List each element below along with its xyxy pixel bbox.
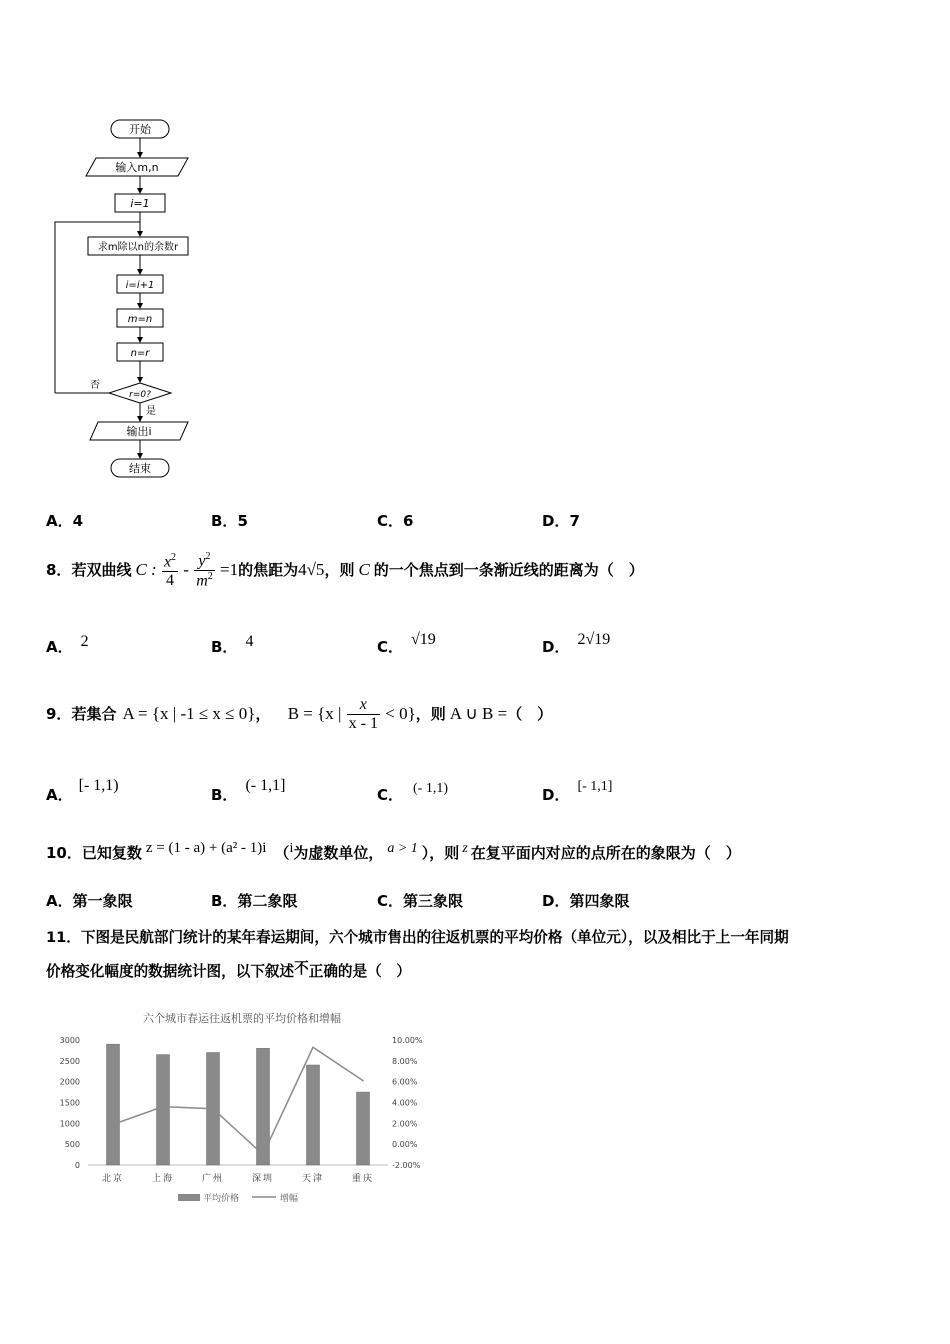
x-tick-label: 北京 bbox=[101, 1174, 125, 1184]
question-10: 10．已知复数 z = (1 - a) + (a² - 1)i （i为虚数单位， a > 1 ），则 z 在复平面内对应的点所在的象限为（ ） bbox=[46, 840, 741, 862]
question-11-line1: 11．下图是民航部门统计的某年春运期间，六个城市售出的往返机票的平均价格（单位元），以及相比于上一年同期 bbox=[46, 929, 789, 946]
flow-no-label: 否 bbox=[90, 380, 100, 391]
q9-option-c[interactable]: C． (- 1,1) bbox=[377, 781, 449, 804]
q9-option-a[interactable]: A．[- 1,1) bbox=[46, 777, 119, 804]
x-tick-label: 天津 bbox=[301, 1174, 325, 1184]
q7-option-d[interactable]: D．7 bbox=[542, 512, 580, 530]
question-8: 8．若双曲线 C : $\frac{x^2}{4}$ - $\frac{y^2}{m^2}$ =1的焦距为4√5，则 C 的一个焦点到一条渐近线的距离为（ ） bbox=[46, 551, 644, 590]
left-axis-tick: 3000 bbox=[59, 1036, 80, 1045]
flowchart bbox=[40, 112, 220, 482]
q9-option-b[interactable]: B．(- 1,1] bbox=[211, 777, 286, 804]
bar-天津 bbox=[307, 1065, 320, 1165]
q7-option-a[interactable]: A．4 bbox=[46, 512, 84, 530]
flow-remainder-text: 求m除以n的余数r bbox=[97, 242, 179, 253]
flow-output-text: 输出i bbox=[126, 425, 152, 438]
flow-increment-text: i=i+1 bbox=[125, 280, 155, 291]
legend-bar-label: 平均价格 bbox=[203, 1194, 240, 1204]
flow-assign-n-text: n=r bbox=[130, 348, 150, 359]
flow-input-text: 输入m,n bbox=[115, 161, 159, 174]
left-axis-tick: 2000 bbox=[59, 1077, 80, 1087]
flow-end-text: 结束 bbox=[129, 462, 151, 475]
flow-start-text: 开始 bbox=[129, 123, 151, 136]
growth-point bbox=[362, 1080, 364, 1082]
flow-assign-m-text: m=n bbox=[127, 314, 153, 325]
left-axis-tick: 500 bbox=[64, 1140, 80, 1150]
flow-condition-text: r=0? bbox=[129, 390, 151, 400]
right-axis-tick: 10.00% bbox=[392, 1036, 423, 1045]
price-growth-chart bbox=[40, 1000, 440, 1210]
chart-title: 六个城市春运往返机票的平均价格和增幅 bbox=[143, 1012, 341, 1025]
flow-init-text: i=1 bbox=[130, 197, 150, 210]
legend-line-label: 增幅 bbox=[280, 1194, 299, 1204]
q10-option-c[interactable]: C．第三象限 bbox=[377, 892, 464, 910]
bar-深圳 bbox=[257, 1048, 270, 1165]
right-axis-tick: 8.00% bbox=[392, 1056, 418, 1066]
right-axis-tick: 4.00% bbox=[392, 1098, 418, 1108]
left-axis-tick: 0 bbox=[74, 1161, 80, 1170]
growth-point bbox=[262, 1154, 264, 1156]
x-tick-label: 上海 bbox=[151, 1174, 175, 1184]
question-11-line2: 价格变化幅度的数据统计图，以下叙述不正确的是（ ） bbox=[46, 960, 411, 980]
x-tick-label: 广州 bbox=[201, 1174, 225, 1184]
right-axis-tick: -2.00% bbox=[392, 1161, 421, 1170]
q9-option-d[interactable]: D． [- 1,1] bbox=[542, 779, 613, 804]
question-9: 9．若集合 A = {x | -1 ≤ x ≤ 0}， B = {x | $\frac{x}{x - 1}$ < 0}，则 A ∪ B =（ ） bbox=[46, 696, 553, 732]
left-axis-tick: 1000 bbox=[59, 1119, 80, 1129]
x-tick-label: 深圳 bbox=[251, 1174, 275, 1184]
q8-option-b[interactable]: B． 4 bbox=[211, 633, 254, 656]
legend-bar-swatch bbox=[178, 1194, 200, 1201]
right-axis-tick: 6.00% bbox=[392, 1077, 418, 1087]
q7-option-c[interactable]: C．6 bbox=[377, 512, 414, 530]
right-axis-tick: 0.00% bbox=[392, 1140, 418, 1150]
flow-yes-label: 是 bbox=[146, 406, 156, 417]
growth-line bbox=[113, 1047, 363, 1154]
q10-option-a[interactable]: A．第一象限 bbox=[46, 892, 133, 910]
q8-option-d[interactable]: D． 2√19 bbox=[542, 631, 611, 656]
growth-point bbox=[212, 1108, 214, 1110]
bar-重庆 bbox=[357, 1092, 370, 1165]
left-axis-tick: 1500 bbox=[59, 1098, 80, 1108]
right-axis-tick: 2.00% bbox=[392, 1119, 418, 1129]
growth-point bbox=[162, 1106, 164, 1108]
x-tick-label: 重庆 bbox=[351, 1174, 375, 1184]
q8-option-c[interactable]: C． √19 bbox=[377, 631, 436, 656]
q10-option-d[interactable]: D．第四象限 bbox=[542, 892, 630, 910]
bar-北京 bbox=[107, 1044, 120, 1165]
q7-option-b[interactable]: B．5 bbox=[211, 512, 248, 530]
bar-上海 bbox=[157, 1055, 170, 1165]
q10-option-b[interactable]: B．第二象限 bbox=[211, 892, 298, 910]
growth-point bbox=[112, 1124, 114, 1126]
growth-point bbox=[312, 1046, 314, 1048]
left-axis-tick: 2500 bbox=[59, 1056, 80, 1066]
q8-option-a[interactable]: A． 2 bbox=[46, 633, 89, 656]
